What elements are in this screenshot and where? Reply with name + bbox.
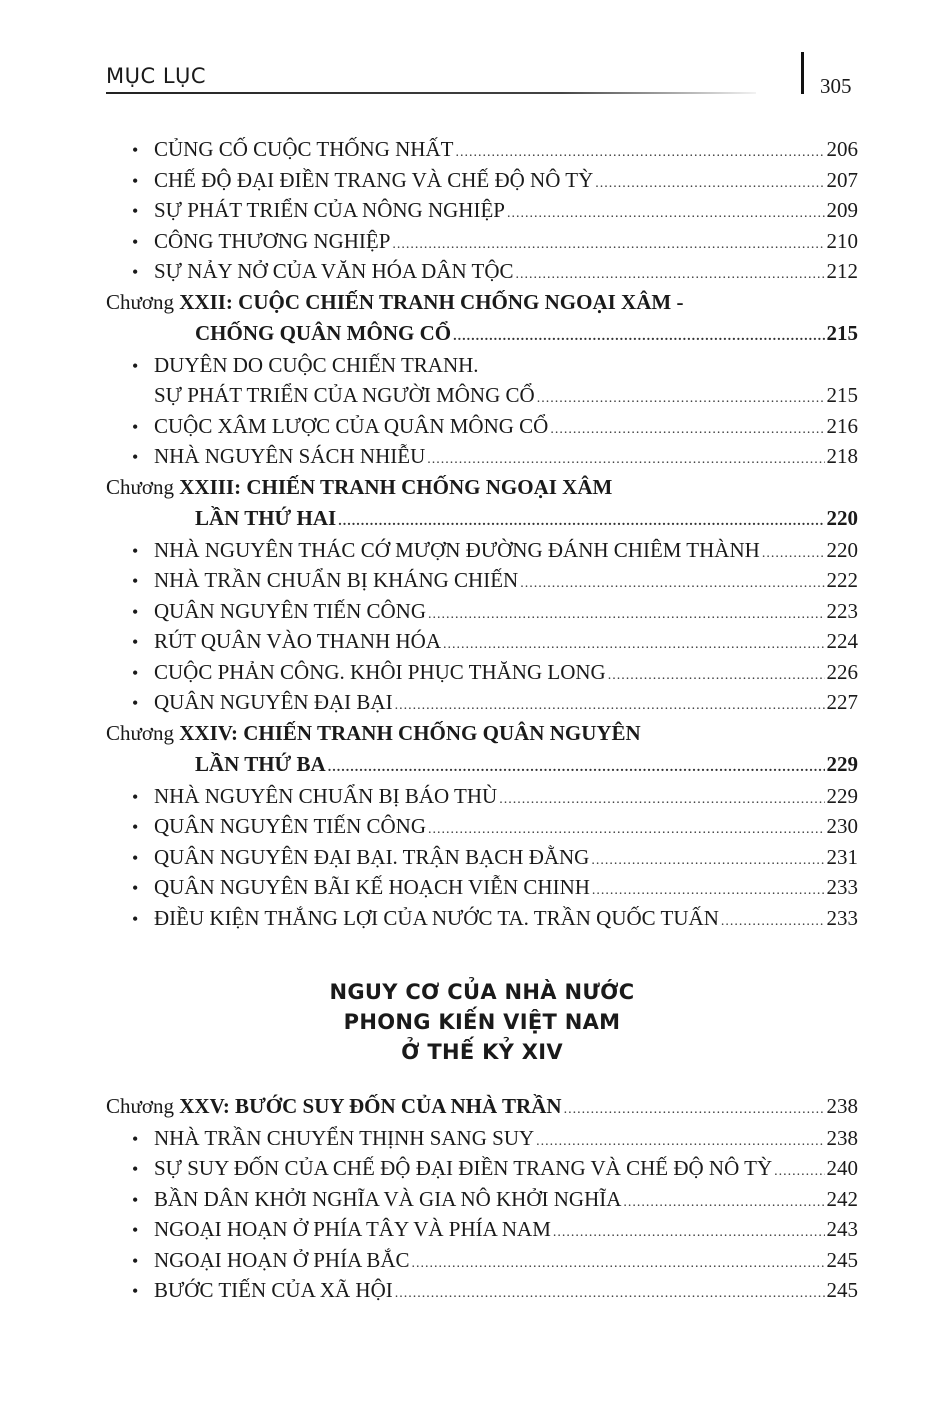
bullet-icon: • [132, 847, 139, 868]
bullet-icon: • [132, 632, 139, 652]
entry-title: QUÂN NGUYÊN ĐẠI BẠI. TRẬN BẠCH ĐẰNG [154, 844, 590, 869]
chapter-title-line2: CHỐNG QUÂN MÔNG CỔ [195, 321, 452, 345]
part-title [106, 977, 858, 1067]
chapter-label: Chương [106, 289, 174, 314]
entry-title: NHÀ TRẦN CHUYỂN THỊNH SANG SUY [154, 1125, 535, 1150]
toc-entry[interactable] [106, 1184, 858, 1215]
entry-title: NHÀ NGUYÊN SÁCH NHIỄU [154, 444, 426, 468]
toc-entry[interactable] [106, 350, 858, 381]
entry-page: 233 [826, 875, 858, 899]
dot-leader [412, 1249, 825, 1280]
toc-entry[interactable] [106, 1245, 858, 1276]
bullet-icon: • [132, 262, 139, 282]
entry-title: CUỘC PHẢN CÔNG. KHÔI PHỤC THĂNG LONG [154, 659, 606, 684]
toc-entry[interactable] [106, 1275, 858, 1306]
dot-leader [453, 321, 824, 353]
entry-page: 229 [826, 783, 858, 808]
chapter-page: 238 [826, 1094, 858, 1118]
bullet-icon: • [132, 540, 139, 561]
entry-title: NHÀ TRẦN CHUẨN BỊ KHÁNG CHIẾN [154, 568, 519, 592]
toc-entry[interactable] [106, 842, 858, 873]
entry-title: CUỘC XÂM LƯỢC CỦA QUÂN MÔNG CỔ [154, 413, 549, 438]
entry-page: 222 [826, 568, 858, 592]
header-rule [106, 92, 756, 94]
entry-page: 227 [826, 690, 858, 714]
toc-entry[interactable] [106, 165, 858, 196]
toc-entry[interactable] [106, 657, 858, 688]
toc-entry[interactable] [106, 535, 858, 566]
toc-entry[interactable] [106, 565, 858, 596]
entry-title: QUÂN NGUYÊN BÃI KẾ HOẠCH VIỄN CHINH [154, 875, 590, 899]
chapter-label: Chương [106, 720, 174, 745]
bullet-icon: • [132, 447, 139, 467]
dot-leader [608, 661, 825, 692]
bullet-icon: • [132, 693, 139, 713]
toc-entry[interactable] [106, 195, 858, 226]
entry-page: 212 [826, 259, 858, 283]
toc-entry[interactable] [106, 1123, 858, 1154]
bullet-icon: • [132, 416, 139, 437]
toc-entry[interactable] [106, 1153, 858, 1184]
running-head-title: MỤC LỤC [106, 64, 207, 88]
entry-page: 206 [826, 137, 858, 161]
bullet-icon: • [132, 140, 139, 160]
bullet-icon: • [132, 1281, 139, 1301]
bullet-icon: • [132, 1250, 139, 1271]
toc-entry[interactable] [106, 811, 858, 842]
bullet-icon: • [132, 231, 139, 252]
chapter-page: 229 [826, 752, 858, 776]
chapter-heading[interactable] [106, 287, 858, 319]
bullet-icon: • [132, 355, 139, 376]
part-title-line1: NGUY CƠ CỦA NHÀ NƯỚC [329, 980, 635, 1004]
toc-entry[interactable] [106, 687, 858, 718]
entry-page: 220 [826, 537, 858, 562]
dot-leader [395, 1279, 825, 1310]
entry-title: BƯỚC TIẾN CỦA XÃ HỘI [154, 1278, 393, 1302]
toc-entry[interactable] [106, 596, 858, 627]
bullet-icon: • [132, 662, 139, 683]
bullet-icon: • [132, 601, 139, 622]
chapter-title: XXIV: CHIẾN TRANH CHỐNG QUÂN NGUYÊN [179, 720, 641, 745]
chapter-title: XXV: BƯỚC SUY ĐỐN CỦA NHÀ TRẦN [179, 1094, 562, 1118]
page-number: 305 [820, 74, 852, 98]
bullet-icon: • [132, 1159, 139, 1179]
bullet-icon: • [132, 1128, 139, 1149]
entry-page: 216 [826, 413, 858, 438]
entry-title: SỰ PHÁT TRIỂN CỦA NÔNG NGHIỆP [154, 198, 505, 222]
dot-leader [499, 785, 824, 816]
dot-leader [338, 506, 824, 538]
chapter-heading-continued[interactable] [106, 503, 858, 535]
entry-title-line2: SỰ PHÁT TRIỂN CỦA NGƯỜI MÔNG CỔ [154, 383, 535, 407]
toc-entry[interactable] [106, 781, 858, 812]
entry-title: ĐIỀU KIỆN THẮNG LỢI CỦA NƯỚC TA. TRẦN QUỐC TUẤN [154, 905, 719, 930]
entry-title: NHÀ NGUYÊN THÁC CỚ MƯỢN ĐƯỜNG ĐÁNH CHIÊM THÀNH [154, 537, 760, 562]
toc-entry-continued[interactable] [106, 380, 858, 411]
entry-title: SỰ SUY ĐỐN CỦA CHẾ ĐỘ ĐẠI ĐIỀN TRANG VÀ CHẾ ĐỘ NÔ TỲ [154, 1156, 773, 1180]
chapter-heading-continued[interactable] [106, 318, 858, 350]
chapter-title: XXII: CUỘC CHIẾN TRANH CHỐNG NGOẠI XÂM - [179, 289, 684, 314]
part-title-line2: PHONG KIẾN VIỆT NAM [343, 1010, 621, 1034]
dot-leader [721, 907, 825, 938]
entry-title: QUÂN NGUYÊN ĐẠI BẠI [154, 690, 393, 714]
bullet-icon: • [132, 817, 139, 837]
chapter-heading-continued[interactable] [106, 749, 858, 781]
entry-page: 238 [826, 1125, 858, 1150]
entry-page: 207 [826, 167, 858, 192]
chapter-title: XXIII: CHIẾN TRANH CHỐNG NGOẠI XÂM [179, 474, 613, 499]
entry-page: 209 [826, 198, 858, 222]
toc-entry[interactable] [106, 903, 858, 934]
chapter-page: 220 [826, 506, 858, 530]
entry-page: 240 [826, 1156, 858, 1180]
toc-entry[interactable] [106, 256, 858, 287]
entry-title: SỰ NẢY NỞ CỦA VĂN HÓA DÂN TỘC [154, 259, 514, 283]
chapter-heading[interactable] [106, 1091, 858, 1123]
toc-entry[interactable] [106, 872, 858, 903]
chapter-title-line2: LẦN THỨ HAI [195, 506, 337, 530]
bullet-icon: • [132, 878, 139, 898]
entry-title: CÔNG THƯƠNG NGHIỆP [154, 228, 391, 253]
dot-leader [774, 1157, 824, 1188]
dot-leader [595, 169, 824, 200]
entry-title: NGOẠI HOẠN Ở PHÍA BẮC [154, 1247, 410, 1272]
toc-entry[interactable] [106, 626, 858, 657]
header-vertical-bar [801, 52, 804, 94]
bullet-icon: • [132, 170, 139, 191]
bullet-icon: • [132, 201, 139, 221]
chapter-label: Chương [106, 1094, 174, 1118]
chapter-heading[interactable] [106, 718, 858, 750]
toc-entry[interactable] [106, 134, 858, 165]
entry-page: 210 [826, 228, 858, 253]
toc-entry[interactable] [106, 226, 858, 257]
dot-leader [591, 846, 824, 877]
dot-leader [328, 752, 825, 784]
chapter-heading[interactable] [106, 472, 858, 504]
entry-page: 245 [826, 1278, 858, 1302]
entry-title: NHÀ NGUYÊN CHUẨN BỊ BÁO THÙ [154, 783, 498, 808]
chapter-page: 215 [826, 321, 858, 345]
chapter-label: Chương [106, 474, 174, 499]
bullet-icon: • [132, 908, 139, 929]
entry-page: 231 [826, 844, 858, 869]
dot-leader [623, 1188, 824, 1219]
entry-page: 226 [826, 659, 858, 684]
entry-page: 223 [826, 598, 858, 623]
dot-leader [520, 569, 824, 600]
dot-leader [564, 1094, 825, 1126]
dot-leader [553, 1218, 825, 1249]
entry-page: 224 [826, 629, 858, 653]
entry-page: 233 [826, 905, 858, 930]
dot-leader [550, 415, 824, 446]
dot-leader [762, 539, 825, 570]
chapter-title-line2: LẦN THỨ BA [195, 752, 326, 776]
table-of-contents [106, 134, 858, 1306]
part-title-line3: Ở THẾ KỶ XIV [401, 1040, 563, 1064]
entry-page: 243 [826, 1217, 858, 1241]
bullet-icon: • [132, 1189, 139, 1210]
entry-title: CHẾ ĐỘ ĐẠI ĐIỀN TRANG VÀ CHẾ ĐỘ NÔ TỲ [154, 167, 594, 192]
entry-page: 230 [826, 814, 858, 838]
bullet-icon: • [132, 571, 139, 591]
toc-entry[interactable] [106, 1214, 858, 1245]
bullet-icon: • [132, 786, 139, 807]
entry-title: NGOẠI HOẠN Ở PHÍA TÂY VÀ PHÍA NAM [154, 1217, 551, 1241]
entry-page: 245 [826, 1247, 858, 1272]
dot-leader [537, 384, 825, 415]
toc-entry[interactable] [106, 441, 858, 472]
entry-title: QUÂN NGUYÊN TIẾN CÔNG [154, 814, 427, 838]
entry-title: CỦNG CỐ CUỘC THỐNG NHẤT [154, 137, 454, 161]
dot-leader [507, 199, 825, 230]
bullet-icon: • [132, 1220, 139, 1240]
toc-entry[interactable] [106, 411, 858, 442]
entry-title: QUÂN NGUYÊN TIẾN CÔNG [154, 598, 427, 623]
entry-title: RÚT QUÂN VÀO THANH HÓA [154, 629, 442, 653]
dot-leader [428, 600, 824, 631]
entry-page: 218 [826, 444, 858, 468]
entry-title: DUYÊN DO CUỘC CHIẾN TRANH. [154, 352, 479, 377]
entry-page: 215 [826, 383, 858, 407]
entry-title: BẦN DÂN KHỞI NGHĨA VÀ GIA NÔ KHỞI NGHĨA [154, 1186, 622, 1211]
entry-page: 242 [826, 1186, 858, 1211]
